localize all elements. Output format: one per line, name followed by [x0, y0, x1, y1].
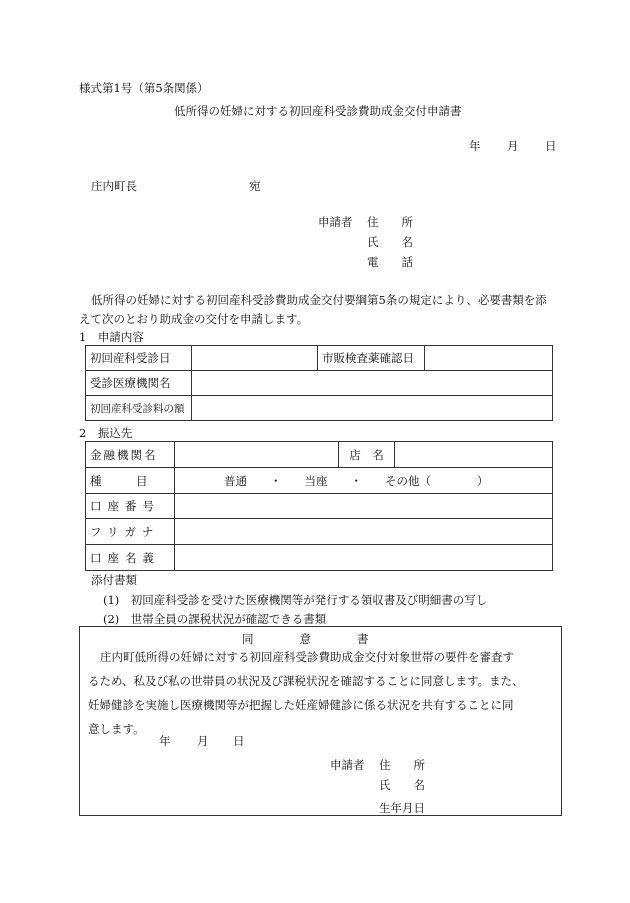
label-first-visit-date: 初回産科受診日 — [86, 346, 192, 371]
attachments-heading: 添付書類 — [91, 573, 137, 587]
consent-line-1: 庄内町低所得の妊婦に対する初回産科受診費助成金交付対象世帯の要件を審査す — [100, 650, 514, 664]
label-bank-name: 金融機関名 — [86, 442, 175, 468]
consent-box — [79, 626, 562, 816]
page-title: 低所得の妊婦に対する初回産科受診費助成金交付申請書 — [174, 104, 462, 118]
field-branch-name[interactable] — [395, 442, 553, 468]
application-table — [85, 345, 553, 421]
field-test-kit-date[interactable] — [425, 346, 553, 371]
addressee-name: 庄内町長 — [91, 179, 137, 193]
field-first-visit-date[interactable] — [192, 346, 318, 371]
consent-line-3: 妊婦健診を実施し医療機関等が把握した妊産婦健診に係る状況を共有することに同 — [88, 698, 514, 712]
attachment-item-1: (1) 初回産科受診を受けた医療機関等が発行する領収書及び明細書の写し — [103, 593, 488, 607]
consent-line-4: 意します。 — [88, 722, 145, 736]
applicant-address-label: 住 所 — [367, 215, 413, 229]
label-account-holder: 口座名義 — [86, 545, 175, 571]
label-furigana: フリガナ — [86, 519, 175, 545]
section1-heading: 1 申請内容 — [79, 330, 144, 344]
consent-address-label: 住 所 — [379, 758, 425, 772]
consent-birthdate-label: 生年月日 — [379, 801, 425, 815]
label-test-kit-date: 市販検査薬確認日 — [318, 346, 425, 371]
field-clinic-name[interactable] — [192, 371, 553, 396]
applicant-name-label: 氏 名 — [367, 235, 413, 249]
label-account-number: 口座番号 — [86, 494, 175, 519]
section2-heading: 2 振込先 — [79, 426, 133, 440]
date-month: 月 — [507, 139, 519, 153]
consent-date-day: 日 — [233, 734, 245, 748]
consent-applicant-label: 申請者 — [330, 758, 365, 772]
field-bank-name[interactable] — [175, 442, 339, 468]
label-account-type: 種 目 — [86, 468, 175, 494]
consent-date-year: 年 — [159, 734, 171, 748]
date-year: 年 — [469, 139, 481, 153]
consent-line-2: るため、私及び私の世帯員の状況及び課税状況を確認することに同意します。また、 — [88, 674, 524, 688]
intro-line-1: 低所得の妊婦に対する初回産科受診費助成金交付要綱第5条の規定により、必要書類を添 — [91, 293, 547, 307]
consent-title: 同 意 書 — [242, 632, 369, 646]
label-clinic-name: 受診医療機関名 — [86, 371, 192, 396]
applicant-label: 申請者 — [318, 215, 353, 229]
applicant-phone-label: 電 話 — [367, 255, 413, 269]
intro-line-2: えて次のとおり助成金の交付を申請します。 — [79, 312, 309, 326]
consent-date-month: 月 — [197, 734, 209, 748]
field-furigana[interactable] — [175, 519, 553, 545]
label-branch-name: 店 名 — [339, 442, 395, 468]
field-visit-fee[interactable] — [192, 396, 553, 421]
bank-table — [85, 441, 553, 571]
consent-name-label: 氏 名 — [379, 778, 425, 792]
attachment-item-2: (2) 世帯全員の課税状況が確認できる書類 — [103, 612, 327, 626]
field-account-holder[interactable] — [175, 545, 553, 571]
date-day: 日 — [545, 139, 557, 153]
field-account-number[interactable] — [175, 494, 553, 519]
field-account-type[interactable]: 普通 ・ 当座 ・ その他（ ） — [175, 468, 553, 494]
addressee-suffix: 宛 — [249, 179, 261, 193]
label-visit-fee: 初回産科受診料の額 — [86, 396, 192, 421]
form-number: 様式第1号（第5条関係） — [79, 81, 209, 95]
